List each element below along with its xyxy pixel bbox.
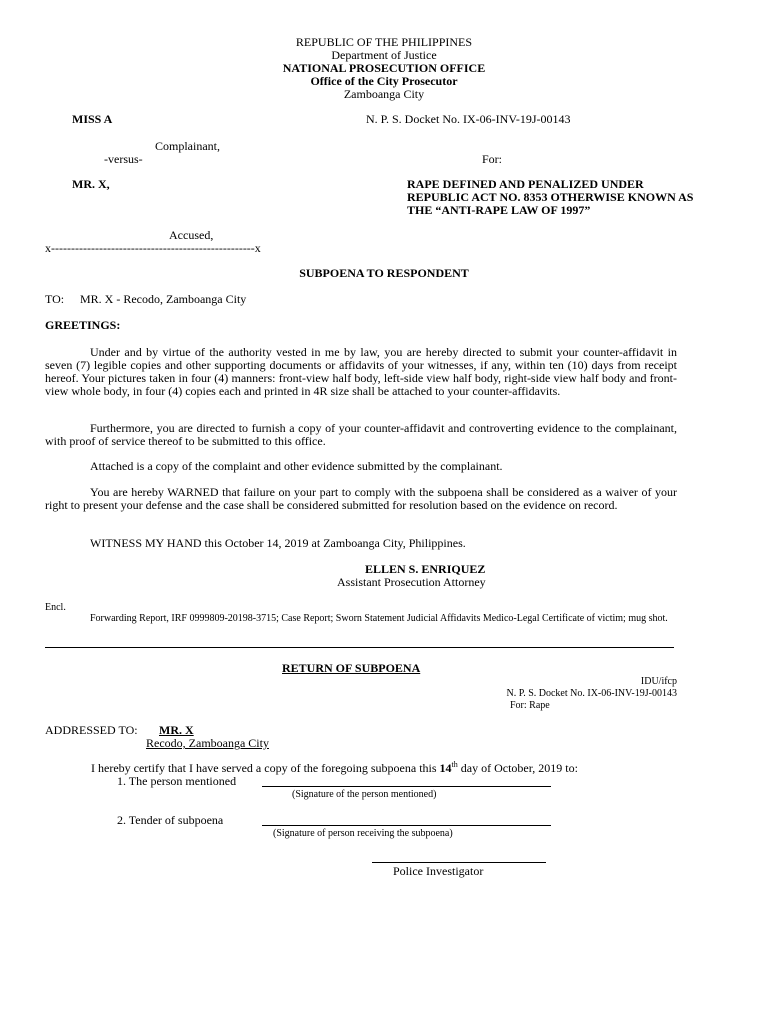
certify-suffix: day of October, 2019 to: bbox=[460, 761, 578, 775]
return-docket: N. P. S. Docket No. IX-06-INV-19J-00143 bbox=[506, 688, 677, 699]
addressed-label: ADDRESSED TO: bbox=[45, 723, 138, 737]
addressed-place: Recodo, Zamboanga City bbox=[146, 736, 269, 750]
docket-number: N. P. S. Docket No. IX-06-INV-19J-00143 bbox=[366, 112, 571, 126]
addressed-name: MR. X bbox=[159, 723, 194, 737]
to-value: MR. X - Recodo, Zamboanga City bbox=[80, 292, 247, 306]
certify-day: 14 bbox=[439, 761, 452, 775]
greetings: GREETINGS: bbox=[45, 318, 121, 332]
offense-description: RAPE DEFINED AND PENALIZED UNDER REPUBLIC ACT NO. 8353 OTHERWISE KNOWN AS THE “ANTI-RAPE LAW OF 1997” bbox=[407, 177, 694, 217]
return-ref: IDU/ifcp bbox=[640, 676, 677, 687]
signature-caption-2: (Signature of person receiving the subpoena) bbox=[273, 828, 453, 839]
accused-name: MR. X, bbox=[72, 177, 110, 191]
complainant-label: Complainant, bbox=[155, 139, 220, 153]
certify-prefix: I hereby certify that I have served a copy of the foregoing subpoena this bbox=[91, 761, 437, 775]
paragraph-attached: Attached is a copy of the complaint and other evidence submitted by the complainant. bbox=[90, 459, 503, 473]
header-republic: REPUBLIC OF THE PHILIPPINES bbox=[295, 35, 473, 49]
header-office: NATIONAL PROSECUTION OFFICE bbox=[282, 61, 486, 75]
served-item-2: 2. Tender of subpoena bbox=[117, 813, 224, 827]
section-divider bbox=[45, 647, 674, 648]
return-for: For: Rape bbox=[510, 700, 550, 711]
certify-day-suffix: th bbox=[451, 760, 458, 769]
enclosure-label: Encl. bbox=[45, 602, 66, 613]
signature-line-2 bbox=[262, 825, 551, 826]
versus-label: -versus- bbox=[104, 152, 143, 166]
paragraph-counter-affidavit: Under and by virtue of the authority vested in me by law, you are hereby directed to submit your counter-affidavit in seven (7) legible copies and other supporting documents or affidavits of your witnesses, if any, within ten (10) days from receipt hereof. Your pictures taken in four (4) manners: front-view half body, left-side view half body, right-side view half body and front-view whole body, in four (4) copies each and printed in 4R size shall be attached to your counter-affidavits. bbox=[45, 345, 677, 398]
investigator-signature-line bbox=[372, 862, 546, 863]
complainant-name: MISS A bbox=[72, 112, 113, 126]
subpoena-title: SUBPOENA TO RESPONDENT bbox=[299, 266, 469, 280]
paragraph-furnish-copy: Furthermore, you are directed to furnish a copy of your counter-affidavit and controverting evidence to the complainant, with proof of service thereof to be submitted to this office. bbox=[45, 421, 677, 448]
served-item-1: 1. The person mentioned bbox=[117, 774, 237, 788]
for-label: For: bbox=[482, 152, 503, 166]
signature-caption-1: (Signature of the person mentioned) bbox=[292, 789, 437, 800]
paragraph-warning: You are hereby WARNED that failure on your part to comply with the subpoena shall be considered as a waiver of your right to present your defense and the case shall be considered submitted for resolution based on the evidence on record. bbox=[45, 485, 677, 512]
paragraph-witness: WITNESS MY HAND this October 14, 2019 at Zamboanga City, Philippines. bbox=[90, 536, 466, 550]
signatory-name: ELLEN S. ENRIQUEZ bbox=[365, 562, 486, 576]
accused-label: Accused, bbox=[169, 228, 214, 242]
signature-line-1 bbox=[262, 786, 551, 787]
header-city: Zamboanga City bbox=[343, 87, 425, 101]
return-title: RETURN OF SUBPOENA bbox=[282, 661, 421, 675]
to-label: TO: bbox=[45, 292, 65, 306]
header-department: Department of Justice bbox=[331, 48, 437, 62]
enclosure-text: Forwarding Report, IRF 0999809-20198-3715; Case Report; Sworn Statement Judicial Affidavits Medico-Legal Certificate of victim; mug shot. bbox=[90, 613, 668, 624]
header-city-prosecutor: Office of the City Prosecutor bbox=[310, 74, 458, 88]
caption-separator: x---------------------------------------------------x bbox=[45, 241, 261, 255]
signatory-title: Assistant Prosecution Attorney bbox=[337, 575, 486, 589]
police-investigator: Police Investigator bbox=[393, 864, 484, 878]
